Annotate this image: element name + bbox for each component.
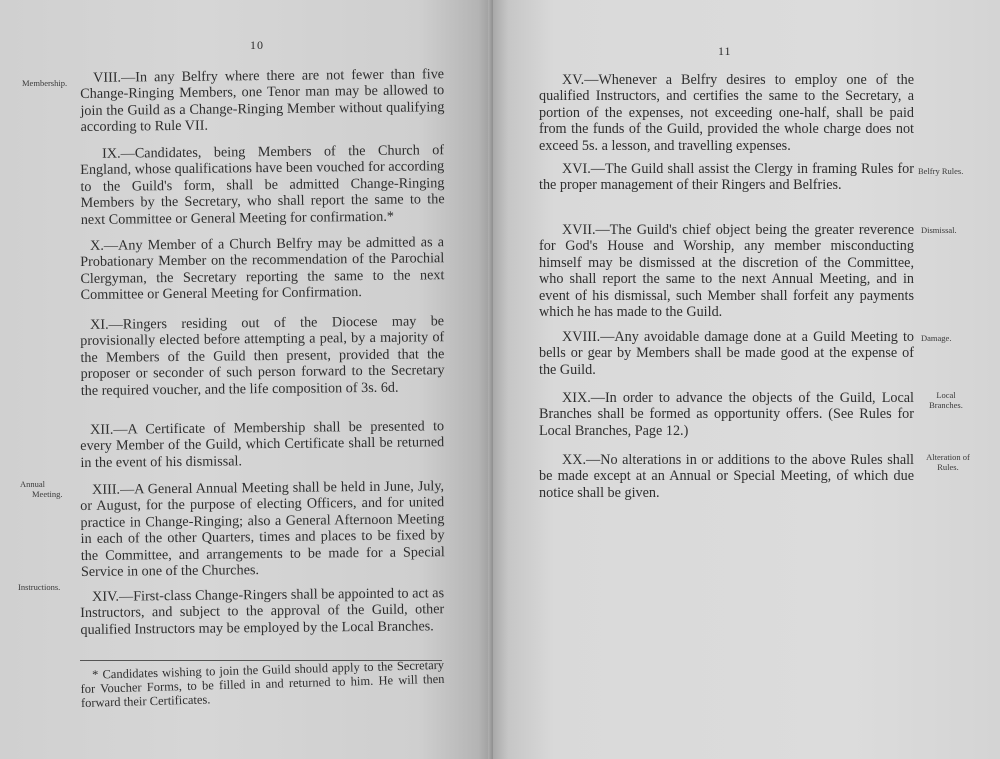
margin-note-instructors: Instructions. [18,582,61,592]
margin-note-dismissal: Dismissal. [921,225,957,235]
margin-note-branches: Branches. [929,400,963,410]
rule-xiv: XIV.—First-class Change-Ringers shall be appointed to act as Instructors, and subject to the approval of the Guild, other qualified Instructors may be employed by the Local Branches. [80,585,445,638]
rule-ix: IX.—Candidates, being Members of the Church of England, whose qualifications have been vouched for according to the Guild's form, shall be admitted Change-Ringing Members by the Secretary, who shall report the same to the next Committee or General Meeting for confirmation.* [80,142,445,228]
margin-note-damage: Damage. [921,333,952,343]
rule-xi: XI.—Ringers residing out of the Diocese may be provisionally elected before attempting a peal, by a majority of the Members of the Guild then present, provided that the proposer or seconder of such person forward to the Secretary the required voucher, and the life composition of 3s. 6d. [80,313,445,399]
margin-note-membership: Membership. [22,78,68,88]
rule-xix: XIX.—In order to advance the objects of the Guild, Local Branches shall be formed as opportunity offers. (See Rules for Local Branches, Page 12.) [539,390,914,439]
margin-note-alteration: Alteration of [926,452,970,462]
rule-xvii: XVII.—The Guild's chief object being the greater reverence for God's House and Worship, any member misconducting himself may be dismissed at the discretion of the Committee, who shall report the same to the next Annual Meeting, and in event of his dismissal, such Member shall forfeit any payments which he has made to the Guild. [539,222,914,321]
rule-x: X.—Any Member of a Church Belfry may be admitted as a Probationary Member on the recommendation of the Parochial Clergyman, the Secretary reporting the same to the next Committee or General Meeting for Confirmation. [80,234,445,304]
margin-note-rules: Rules. [937,462,959,472]
margin-note-belfry-rules: Belfry Rules. [918,166,964,176]
page-number: 11 [718,44,732,58]
rule-xvi: XVI.—The Guild shall assist the Clergy in framing Rules for the proper management of their Ringers and Belfries. [539,161,914,194]
rule-xx: XX.—No alterations in or additions to the above Rules shall be made except at an Annual or Special Meeting, of which due notice shall be given. [539,452,914,501]
rule-xiii: XIII.—A General Annual Meeting shall be held in June, July, or August, for the purpose of electing Officers, and for united practice in Change-Ringing; also a General Afternoon Meeting in each of the other Quarters, times and places to be fixed by the Committee, and arrangements to be made for a Special Service in one of the Churches. [80,478,445,581]
page-number: 10 [250,38,264,52]
rule-xviii: XVIII.—Any avoidable damage done at a Guild Meeting to bells or gear by Members shall be made good at the expense of the Guild. [539,329,914,378]
margin-note-annual: Annual [20,479,46,489]
rule-xii: XII.—A Certificate of Membership shall be presented to every Member of the Guild, which Certificate shall be returned in the event of his dismissal. [80,418,445,471]
left-page [0,0,493,759]
right-page [493,0,1000,759]
margin-note-local: Local [936,390,956,400]
footnote: * Candidates wishing to join the Guild should apply to the Secretary for Voucher Forms, to be filled in and returned to him. He will then forward their Certificates. [80,657,445,710]
rule-viii: VIII.—In any Belfry where there are not fewer than five Change-Ringing Members, one Tenor man may be allowed to join the Guild as a Change-Ringing Member without qualifying according to Rule VII. [80,66,445,136]
rule-xv: XV.—Whenever a Belfry desires to employ one of the qualified Instructors, and certifies the same to the Secretary, a portion of the expenses, not exceeding one-half, shall be paid from the funds of the Guild, provided the whole charge does not exceed 5s. a lesson, and travelling expenses. [539,72,914,154]
margin-note-meeting: Meeting. [32,489,63,499]
